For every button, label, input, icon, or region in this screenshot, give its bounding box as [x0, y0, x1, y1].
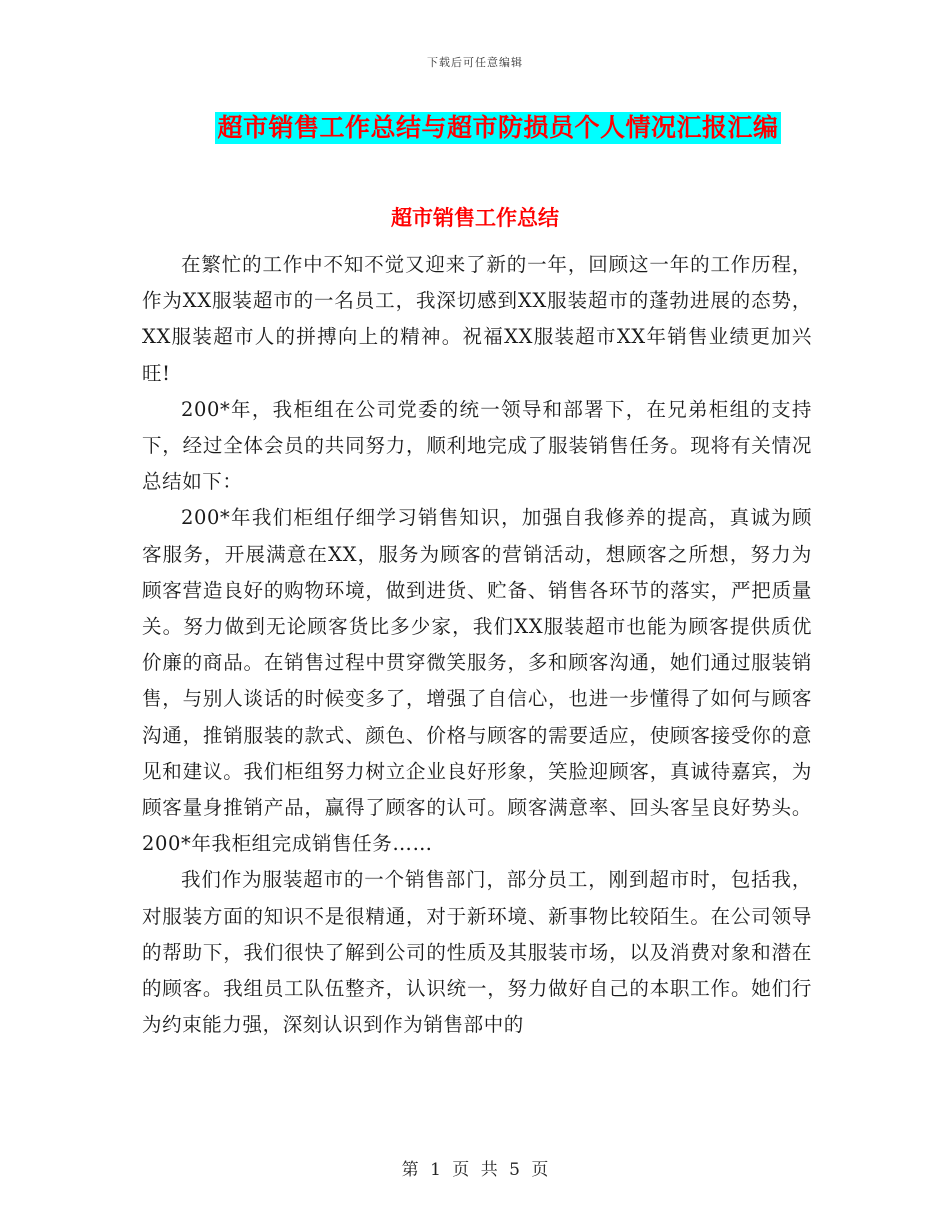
document-title-container [0, 112, 950, 144]
paragraph: 200*年我们柜组仔细学习销售知识，加强自我修养的提高，真诚为顾客服务，开展满意在XX，服务为顾客的营销活动，想顾客之所想，努力为顾客营造良好的购物环境，做到进货、贮备、销售各环节的落实，严把质量关。努力做到无论顾客货比多少家，我们XX服装超市也能为顾客提供质优价廉的商品。在销售过程中贯穿微笑服务，多和顾客沟通，她们通过服装销售，与别人谈话的时候变多了，增强了自信心，也进一步懂得了如何与顾客沟通，推销服装的款式、颜色、价格与顾客的需要适应，使顾客接受你的意见和建议。我们柜组努力树立企业良好形象，笑脸迎顾客，真诚待嘉宾，为顾客量身推销产品，赢得了顾客的认可。顾客满意率、回头客呈良好势头。200*年我柜组完成销售任务…… [142, 506, 812, 856]
paragraph: 200*年，我柜组在公司党委的统一领导和部署下，在兄弟柜组的支持下，经过全体会员的共同努力，顺利地完成了服装销售任务。现将有关情况总结如下： [142, 397, 812, 494]
section-title: 超市销售工作总结 [391, 205, 559, 230]
paragraph: 我们作为服装超市的一个销售部门，部分员工，刚到超市时，包括我，对服装方面的知识不是很精通，对于新环境、新事物比较陌生。在公司领导的帮助下，我们很快了解到公司的性质及其服装市场，以及消费对象和潜在的顾客。我组员工队伍整齐，认识统一，努力做好自己的本职工作。她们行为约束能力强，深刻认识到作为销售部中的 [142, 868, 812, 1037]
document-title: 超市销售工作总结与超市防损员个人情况汇报汇编 [217, 113, 779, 142]
page-number-footer: 第 1 页 共 5 页 [401, 1160, 549, 1180]
paragraph: 在繁忙的工作中不知不觉又迎来了新的一年，回顾这一年的工作历程，作为XX服装超市的一名员工，我深切感到XX服装超市的蓬勃进展的态势，XX服装超市人的拼搏向上的精神。祝福XX服装超市XX年销售业绩更加兴旺! [142, 253, 812, 385]
document-body [142, 247, 812, 1043]
page-header-note: 下载后可任意编辑 [427, 56, 523, 69]
